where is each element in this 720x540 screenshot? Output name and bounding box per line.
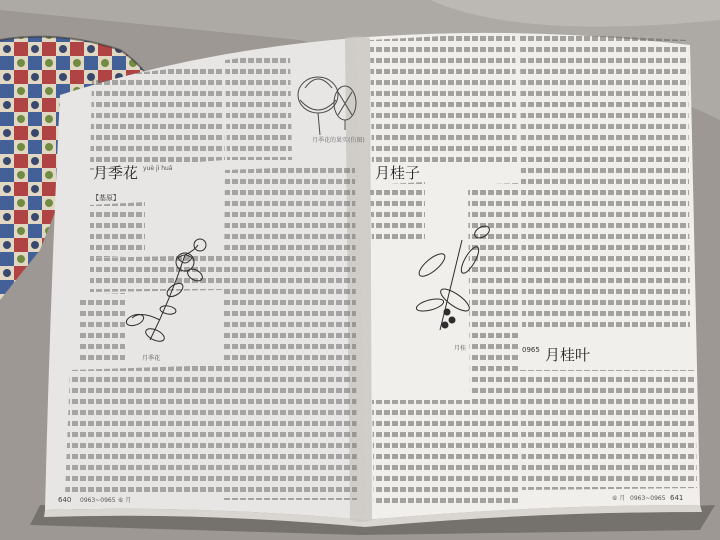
left-top-illustration-caption: 月季花的果实(仿图)	[312, 137, 365, 144]
left-entry-label: 【基原】	[92, 194, 120, 202]
right-footer-range: 0963~0965	[630, 495, 666, 502]
left-footer-range: 0963~0965	[80, 497, 116, 504]
right-illustration-caption: 月桂	[454, 345, 467, 352]
right-section-heading: 月桂子	[375, 164, 421, 182]
right-footer-page: 641	[670, 494, 684, 502]
left-illustration-caption: 月季花	[142, 355, 161, 362]
right-footer-radical: ⑥ 月	[612, 495, 626, 502]
left-heading-ruby: yuè jì huā	[143, 165, 173, 172]
left-footer-page: 640	[58, 496, 72, 504]
right-entry-number: 0965	[522, 346, 540, 354]
left-footer-radical: ⑥ 月	[118, 497, 132, 504]
right-section-heading-2: 月桂叶	[545, 346, 591, 364]
left-section-heading: 月季花	[93, 164, 139, 182]
